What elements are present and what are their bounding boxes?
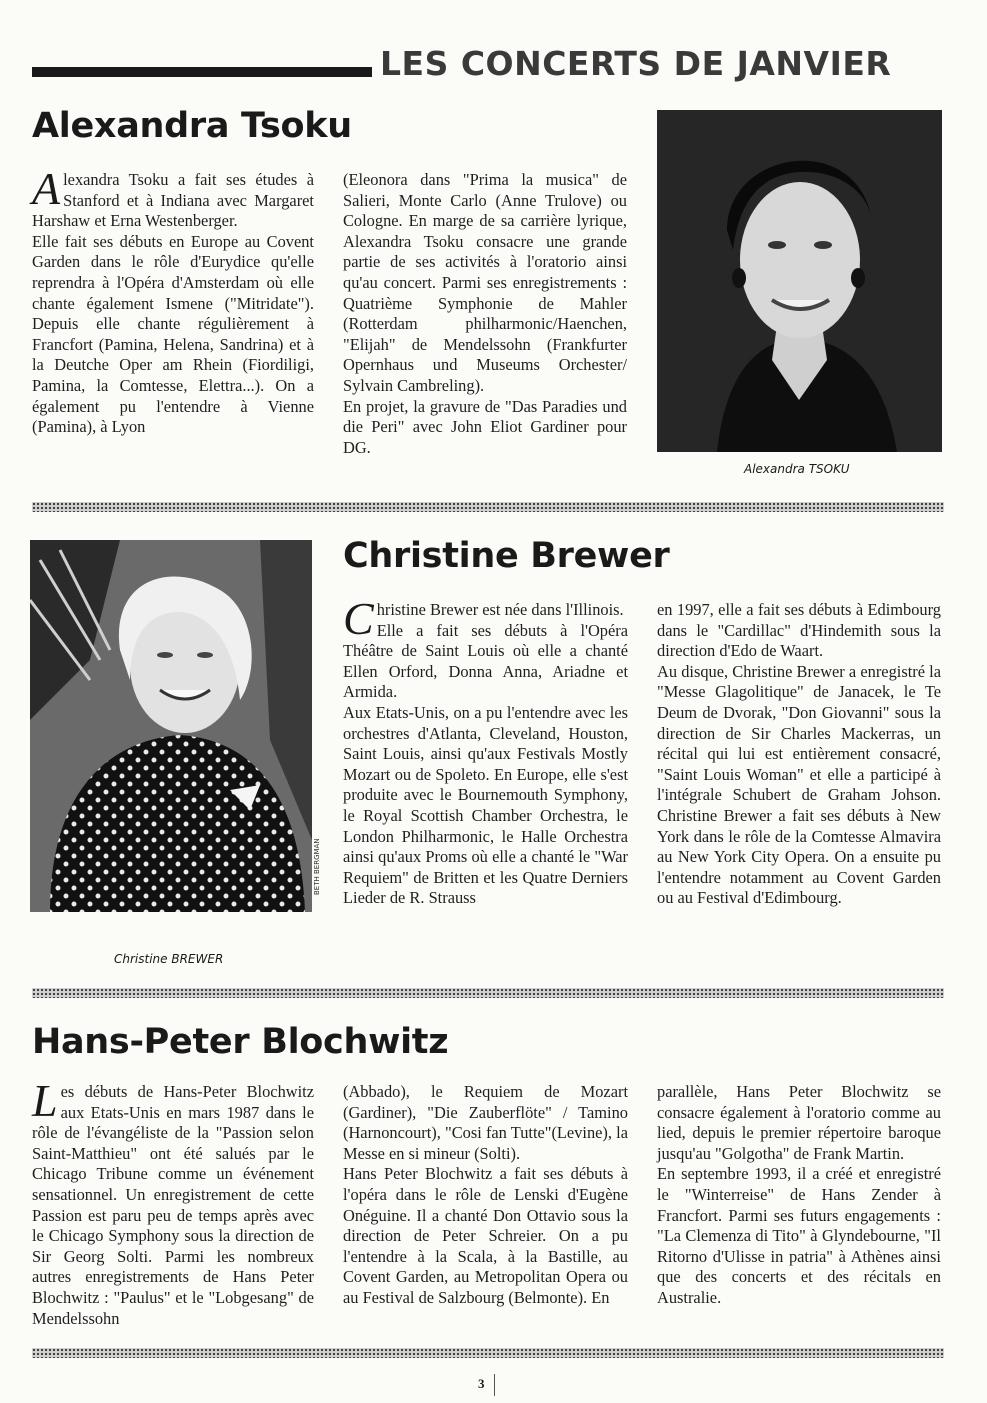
paragraph: (Eleonora dans "Prima la musica" de Salieri, Monte Carlo (Anne Trulove) ou Cologne. En marge de sa carrière lyrique, Alexandra Tsoku consacre une grande partie de ses activités à l'oratorio ainsi qu'au concert. Parmi ses enregistrements : Quatrième Symphonie de Mahler (Rotterdam philharmonic/Haenchen, "Elijah" de Mendelssohn (Frankfurter Opernhaus und Museums Orchester/ Sylvain Cambreling). [343, 170, 627, 395]
paragraph: parallèle, Hans Peter Blochwitz se consacre également à l'oratorio comme au lied, depuis le premier répertoire baroque jusqu'au "Golgotha" de Frank Martin. [657, 1082, 941, 1163]
paragraph: en 1997, elle a fait ses débuts à Edimbourg dans le "Cardillac" d'Hindemith sous la direction d'Edo de Waart. [657, 600, 941, 661]
blochwitz-column-1 [32, 1075, 314, 1329]
portrait-photo-brewer [30, 540, 312, 912]
photo-credit: BETH BERGMAN [313, 838, 321, 895]
paragraph: En septembre 1993, il a créé et enregistré le "Winterreise" de Hans Zender à Francfort. Parmi ses futurs engagements : "La Clemenza di Tito" à Glyndebourne, "Il Ritorno d'Ulisse in patria" à Athènes ainsi que des concerts et des récitals en Australie. [657, 1164, 941, 1307]
artist-name-blochwitz: Hans-Peter Blochwitz [32, 1022, 449, 1062]
tsoku-column-2 [343, 170, 627, 458]
paragraph: hristine Brewer est née dans l'Illinois. [376, 600, 624, 619]
section-title: LES CONCERTS DE JANVIER [380, 44, 892, 83]
photo-caption-brewer: Christine BREWER [114, 952, 224, 966]
paragraph: En projet, la gravure de "Das Paradies und die Peri" avec John Eliot Gardiner pour DG. [343, 396, 627, 457]
drop-cap: A [32, 163, 61, 214]
brewer-column-1 [343, 593, 628, 909]
drop-cap: L [32, 1075, 58, 1126]
dotted-divider [32, 988, 944, 998]
header-rule [32, 67, 372, 77]
artist-name-tsoku: Alexandra Tsoku [32, 106, 352, 146]
photo-caption-tsoku: Alexandra TSOKU [744, 462, 850, 476]
paragraph: lexandra Tsoku a fait ses études à Stanford et à Indiana avec Margaret Harshaw et Erna Westenberger. [32, 170, 314, 231]
blochwitz-column-3 [657, 1082, 941, 1309]
dotted-divider [32, 502, 944, 512]
brewer-column-2 [657, 600, 941, 909]
paragraph: es débuts de Hans-Peter Blochwitz aux Etats-Unis en mars 1987 dans le rôle de l'évangéliste de la "Passion selon Saint-Matthieu" ont été salués par le Chicago Tribune comme un événement sensationnel. Un enregistrement de cette Passion est paru peu de temps après avec le Chicago Symphony sous la direction de Sir Georg Solti. Parmi les nombreux autres enregistrements de Hans Peter Blochwitz : "Paulus" et le "Lobgesang" de Mendelssohn [32, 1082, 314, 1328]
tsoku-column-1 [32, 163, 314, 438]
paragraph: Aux Etats-Unis, on a pu l'entendre avec les orchestres d'Atlanta, Cleveland, Houston, Saint Louis, ainsi qu'aux Festivals Mostly Mozart ou de Spoleto. En Europe, elle s'est produite avec le Bournemouth Symphony, le Royal Scottish Chamber Orchestra, le London Philharmonic, le Halle Orchestra ainsi qu'aux Proms où elle a chanté le "War Requiem" de Britten et les Quatre Derniers Lieder de R. Strauss [343, 702, 628, 908]
paragraph: Elle a fait ses débuts à l'Opéra Théâtre de Saint Louis où elle a chanté Ellen Orford, Donna Anna, Ariadne et Armida. [343, 620, 628, 702]
paragraph: Elle fait ses débuts en Europe au Covent Garden dans le rôle d'Eurydice qu'elle reprendra à l'Opéra d'Amsterdam où elle chante également Ismene ("Mitridate"). Depuis elle chante régulièrement à Francfort (Pamina, Helena, Sandrina) et à la Deutche Oper am Rhein (Fiordiligi, Pamina, la Comtesse, Elettra...). On a également pu l'entendre à Vienne (Pamina), à Lyon [32, 231, 314, 437]
blochwitz-column-2 [343, 1082, 628, 1309]
page-marker [494, 1374, 495, 1396]
paragraph: Hans Peter Blochwitz a fait ses débuts à l'opéra dans le rôle de Lenski d'Eugène Onéguine. Il a chanté Don Ottavio sous la direction de Peter Schreier. On a pu l'entendre à la Scala, à la Bastille, au Covent Garden, au Metropolitan Opera ou au Festival de Salzbourg (Belmonte). En [343, 1164, 628, 1307]
portrait-photo-tsoku [657, 110, 942, 452]
page-number: 3 [478, 1376, 485, 1391]
dotted-divider [32, 1348, 944, 1358]
artist-name-brewer: Christine Brewer [343, 536, 670, 576]
paragraph: Au disque, Christine Brewer a enregistré la "Messe Glagolitique" de Janacek, le Te Deum de Dvorak, "Don Giovanni" sous la direction de Sir Charles Mackerras, un récital qui lui est entièrement consacré, "Saint Louis Woman" et elle a participé à l'intégrale Schubert de Graham Johson. Christine Brewer a fait ses débuts à New York dans le rôle de la Comtesse Almavira au New York City Opera. On a ensuite pu l'entendre notamment au Covent Garden ou au Festival d'Edimbourg. [657, 661, 941, 908]
paragraph: (Abbado), le Requiem de Mozart (Gardiner), "Die Zauberflöte" / Tamino (Harnoncourt), "Cosi fan Tutte"(Levine), la Messe en si mineur (Solti). [343, 1082, 628, 1163]
drop-cap: C [343, 593, 374, 644]
